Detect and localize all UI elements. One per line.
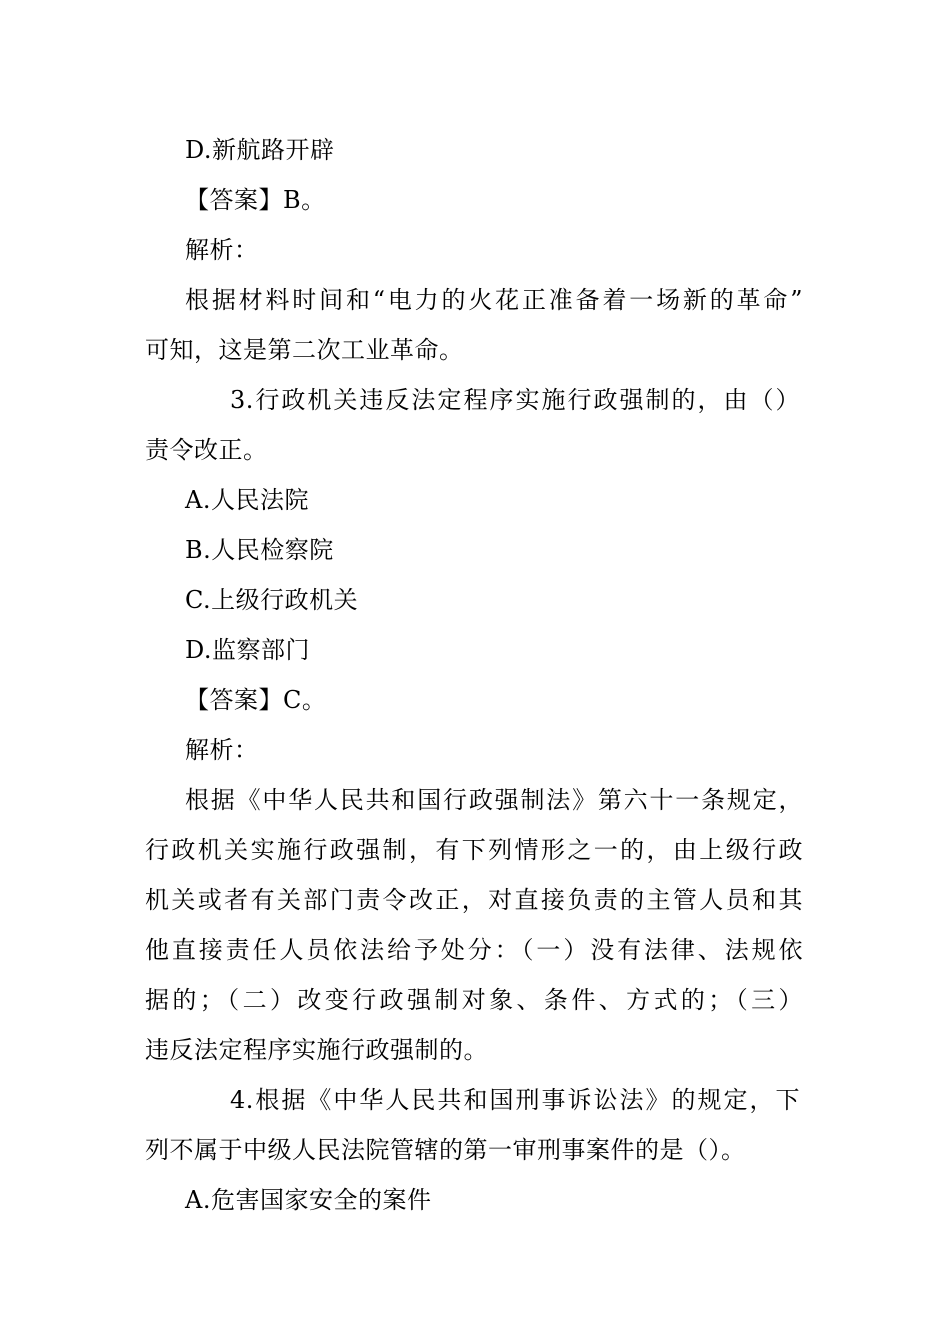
- question-4-line1: 4.根据《中华人民共和国刑事诉讼法》的规定，下: [230, 1086, 800, 1114]
- option-a-q3: A.人民法院: [185, 486, 309, 514]
- option-c-q3: C.上级行政机关: [185, 586, 359, 614]
- option-d-previous-question: D.新航路开辟: [185, 136, 335, 164]
- option-a-q4: A.危害国家安全的案件: [185, 1186, 432, 1214]
- analysis-text-q3-line4: 他直接责任人员依法给予处分：（一）没有法律、法规依: [145, 936, 803, 964]
- analysis-label-q3: 解析：: [185, 736, 259, 764]
- question-4-line2: 列不属于中级人民法院管辖的第一审刑事案件的是（）。: [145, 1136, 746, 1164]
- question-3-line1: 3.行政机关违反法定程序实施行政强制的，由（）: [230, 386, 800, 414]
- analysis-text-q3-line1: 根据《中华人民共和国行政强制法》第六十一条规定，: [185, 786, 803, 814]
- option-b-q3: B.人民检察院: [185, 536, 334, 564]
- analysis-text-q3-line2: 行政机关实施行政强制，有下列情形之一的，由上级行政: [145, 836, 803, 864]
- question-3-line2: 责令改正。: [145, 436, 268, 464]
- answer-line-q3: 【答案】C。: [185, 686, 327, 714]
- answer-line-q2: 【答案】B。: [185, 186, 326, 214]
- analysis-text-q3-line6: 违反法定程序实施行政强制的。: [145, 1036, 488, 1064]
- option-d-q3: D.监察部门: [185, 636, 311, 664]
- analysis-text-q3-line3: 机关或者有关部门责令改正，对直接负责的主管人员和其: [145, 886, 803, 914]
- analysis-label-q2: 解析：: [185, 236, 259, 264]
- analysis-text-q3-line5: 据的；（二）改变行政强制对象、条件、方式的；（三）: [145, 986, 803, 1014]
- analysis-text-q2-line1: 根据材料时间和“电力的火花正准备着一场新的革命”: [185, 286, 803, 314]
- analysis-text-q2-line2: 可知，这是第二次工业革命。: [145, 336, 464, 364]
